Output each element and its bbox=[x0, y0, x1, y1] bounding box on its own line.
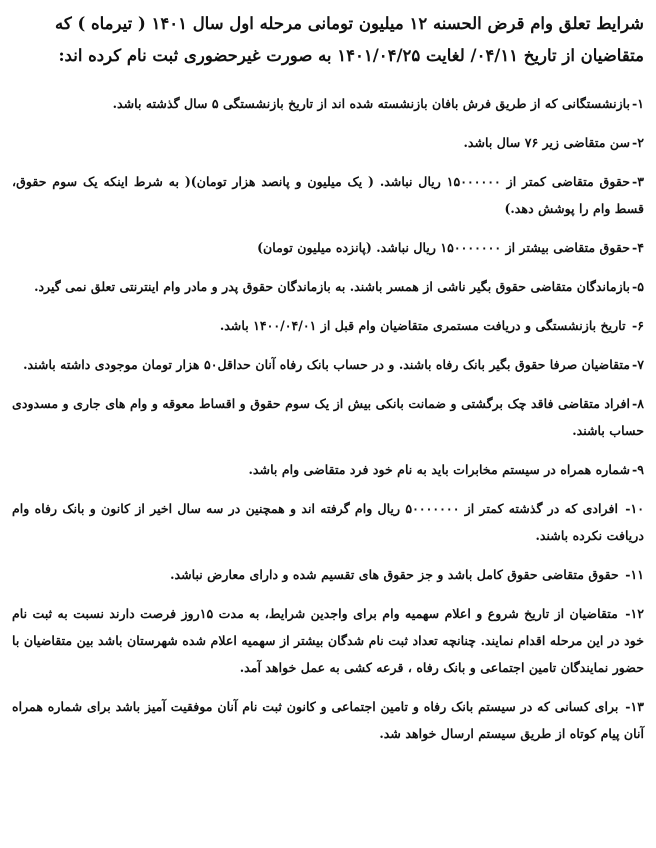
item-text: افرادی که در گذشته کمتر از ۵۰۰۰۰۰۰۰ ریال وام گرفته اند و همچنین در سه سال اخیر از کانون و بانک رفاه وام دریافت نکرده باشند. bbox=[12, 501, 644, 543]
list-item bbox=[12, 273, 644, 300]
item-number: ۶- bbox=[632, 318, 644, 333]
item-text: تاریخ بازنشستگی و دریافت مستمری متقاضیان وام قبل از ۱۴۰۰/۰۴/۰۱ باشد. bbox=[219, 318, 630, 333]
item-number: ۳- bbox=[632, 174, 644, 189]
item-number: ۲- bbox=[632, 135, 644, 150]
item-text: سن متقاضی زیر ۷۶ سال باشد. bbox=[463, 135, 630, 150]
list-item bbox=[12, 600, 644, 681]
item-text: برای کسانی که در سیستم بانک رفاه و تامین اجتماعی و کانون ثبت نام آنان موفقیت آمیز باشد برای شماره همراه آنان پیام کوتاه از طریق سیستم ارسال خواهد شد. bbox=[12, 699, 644, 741]
list-item bbox=[12, 693, 644, 747]
list-item bbox=[12, 561, 644, 588]
list-item bbox=[12, 168, 644, 222]
list-item bbox=[12, 351, 644, 378]
list-item bbox=[12, 456, 644, 483]
item-text: حقوق متقاضی بیشتر از ۱۵۰۰۰۰۰۰۰ ریال نباشد. (پانزده میلیون تومان) bbox=[257, 240, 630, 255]
item-number: ۴- bbox=[632, 240, 644, 255]
item-text: شماره همراه در سیستم مخابرات باید به نام خود فرد متقاضی وام باشد. bbox=[248, 462, 630, 477]
list-item bbox=[12, 129, 644, 156]
item-number: ۹- bbox=[632, 462, 644, 477]
list-item bbox=[12, 495, 644, 549]
item-text: بازنشستگانی که از طریق فرش بافان بازنشسته شده اند از تاریخ بازنشستگی ۵ سال گذشته باشد. bbox=[112, 96, 630, 111]
item-number: ۱- bbox=[632, 96, 644, 111]
title-line-1: شرایط تعلق وام قرض الحسنه ۱۲ میلیون تومانی مرحله اول سال ۱۴۰۱ ( تیرماه ) که bbox=[55, 14, 644, 33]
item-text: حقوق متقاضی حقوق کامل باشد و جز حقوق های تقسیم شده و دارای معارض نباشد. bbox=[170, 567, 624, 582]
document-title bbox=[12, 8, 644, 72]
title-line-2: متقاضیان از تاریخ ۰۴/۱۱/ لغایت ۱۴۰۱/۰۴/۲۵ به صورت غیرحضوری ثبت نام کرده اند: bbox=[58, 46, 644, 65]
conditions-list bbox=[12, 90, 644, 747]
item-text: متقاضیان صرفا حقوق بگیر بانک رفاه باشند. و در حساب بانک رفاه آنان حداقل۵۰ هزار تومان موجودی داشته باشند. bbox=[23, 357, 630, 372]
item-number: ۸- bbox=[632, 396, 644, 411]
item-number: ۱۱- bbox=[625, 567, 644, 582]
list-item bbox=[12, 312, 644, 339]
item-text: افراد متقاضی فاقد چک برگشتی و ضمانت بانکی بیش از یک سوم حقوق و اقساط معوقه و وام های جاری و مسدودی حساب باشند. bbox=[12, 396, 644, 438]
list-item bbox=[12, 390, 644, 444]
list-item bbox=[12, 234, 644, 261]
item-number: ۱۳- bbox=[625, 699, 644, 714]
item-text: متقاضیان از تاریخ شروع و اعلام سهمیه وام برای واجدین شرایط، به مدت ۱۵روز فرصت دارند نسبت به ثبت نام خود در این مرحله اقدام نمایند. چنانچه تعداد ثبت نام شدگان بیشتر از سهمیه اعلام شده شهرستان باشد بین متقاضیان با حضور نمایندگان تامین اجتماعی و بانک رفاه ، قرعه کشی به عمل خواهد آمد. bbox=[12, 606, 644, 675]
item-text: بازماندگان متقاضی حقوق بگیر ناشی از همسر باشند. به بازماندگان حقوق پدر و مادر وام اینترنتی تعلق نمی گیرد. bbox=[34, 279, 630, 294]
item-number: ۷- bbox=[632, 357, 644, 372]
item-number: ۱۰- bbox=[625, 501, 644, 516]
item-text: حقوق متقاضی کمتر از ۱۵۰۰۰۰۰۰ ریال نباشد. ( یک میلیون و پانصد هزار تومان)( به شرط اینکه یک سوم حقوق، قسط وام را پوشش دهد.) bbox=[12, 174, 644, 216]
item-number: ۵- bbox=[632, 279, 644, 294]
list-item bbox=[12, 90, 644, 117]
item-number: ۱۲- bbox=[625, 606, 644, 621]
